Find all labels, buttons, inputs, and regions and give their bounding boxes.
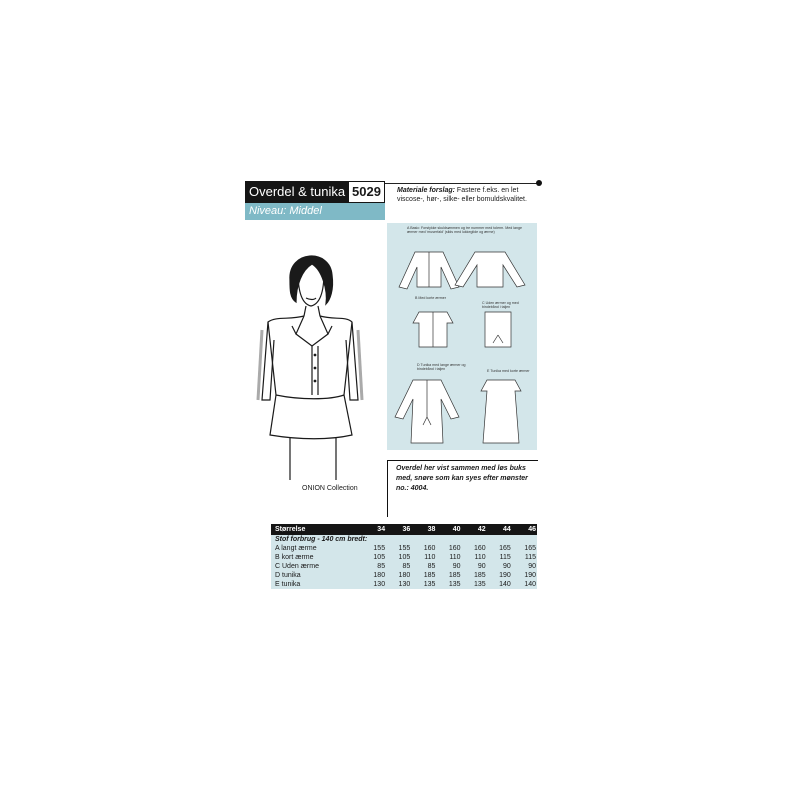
- size-col: 46: [512, 524, 537, 535]
- cell: 110: [411, 553, 436, 562]
- row-label: C Uden ærme: [271, 562, 361, 571]
- cell: 165: [487, 544, 512, 553]
- table-row: [271, 571, 537, 580]
- row-label: E tunika: [271, 580, 361, 589]
- variant-bc-sketch: [407, 309, 527, 351]
- size-header-label: Størrelse: [271, 524, 361, 535]
- cell: 115: [512, 553, 537, 562]
- size-col: 34: [361, 524, 386, 535]
- cell: 115: [487, 553, 512, 562]
- table-row: [271, 553, 537, 562]
- variant-a-desc: A Basic: Forstykke skuldsømmen og tre nummer med tolerm. Med lange ærmer med 'muserfald' (slids med lukkeglide og ærme): [407, 226, 523, 235]
- cell: 90: [436, 562, 461, 571]
- cell: 110: [436, 553, 461, 562]
- material-text: Fastere f.eks. en let viscose-, hør-, silke- eller bomuldskvalitet.: [397, 187, 527, 203]
- table-row: [271, 562, 537, 571]
- garment-illustration: [240, 230, 380, 480]
- cell: 155: [386, 544, 411, 553]
- material-label: Materiale forslag:: [397, 187, 455, 194]
- cell: 110: [462, 553, 487, 562]
- cell: 190: [487, 571, 512, 580]
- variant-b-desc: B Med korte ærmer: [415, 296, 446, 300]
- cell: 90: [487, 562, 512, 571]
- cell: 185: [462, 571, 487, 580]
- pattern-title: Overdel & tunika: [245, 181, 348, 203]
- material-suggestion: [397, 186, 547, 204]
- size-col: 42: [462, 524, 487, 535]
- cell: 135: [411, 580, 436, 589]
- row-label: B kort ærme: [271, 553, 361, 562]
- cell: 160: [411, 544, 436, 553]
- size-col: 44: [487, 524, 512, 535]
- cell: 180: [361, 571, 386, 580]
- table-subheader: Stof forbrug - 140 cm bredt:: [271, 535, 537, 544]
- cell: 85: [361, 562, 386, 571]
- cell: 185: [436, 571, 461, 580]
- variant-a-sketch: [395, 247, 531, 292]
- variant-e-desc: E Tunika med korte ærmer: [487, 369, 530, 373]
- cell: 160: [462, 544, 487, 553]
- variant-d-desc: D Tunika med lange ærmer og bindebånd i taljen: [417, 363, 466, 372]
- cell: 140: [487, 580, 512, 589]
- cell: 190: [512, 571, 537, 580]
- difficulty-level: Niveau: Middel: [245, 203, 385, 220]
- table-row: [271, 544, 537, 553]
- cell: 90: [512, 562, 537, 571]
- top-rule: [385, 183, 539, 184]
- row-label: D tunika: [271, 571, 361, 580]
- row-label: A langt ærme: [271, 544, 361, 553]
- cell: 185: [411, 571, 436, 580]
- variant-c-desc: C Uden ærmer og med bindebånd i taljen: [482, 301, 519, 310]
- variant-de-sketch: [393, 377, 533, 447]
- cell: 85: [386, 562, 411, 571]
- cell: 160: [436, 544, 461, 553]
- table-row: [271, 580, 537, 589]
- size-col: 36: [386, 524, 411, 535]
- cell: 105: [361, 553, 386, 562]
- cell: 90: [462, 562, 487, 571]
- size-col: 40: [436, 524, 461, 535]
- cell: 180: [386, 571, 411, 580]
- cell: 135: [436, 580, 461, 589]
- cell: 130: [361, 580, 386, 589]
- cell: 85: [411, 562, 436, 571]
- cell: 140: [512, 580, 537, 589]
- styling-note: Overdel her vist sammen med løs buks med, snøre som kan syes efter mønster no.: 4004.: [396, 465, 528, 492]
- pattern-number: 5029: [348, 181, 385, 203]
- collection-credit: ONION Collection: [302, 485, 358, 492]
- cell: 135: [462, 580, 487, 589]
- variants-panel: [387, 223, 537, 450]
- cell: 130: [386, 580, 411, 589]
- fabric-consumption-table: [271, 524, 537, 589]
- cell: 165: [512, 544, 537, 553]
- size-col: 38: [411, 524, 436, 535]
- cell: 155: [361, 544, 386, 553]
- cell: 105: [386, 553, 411, 562]
